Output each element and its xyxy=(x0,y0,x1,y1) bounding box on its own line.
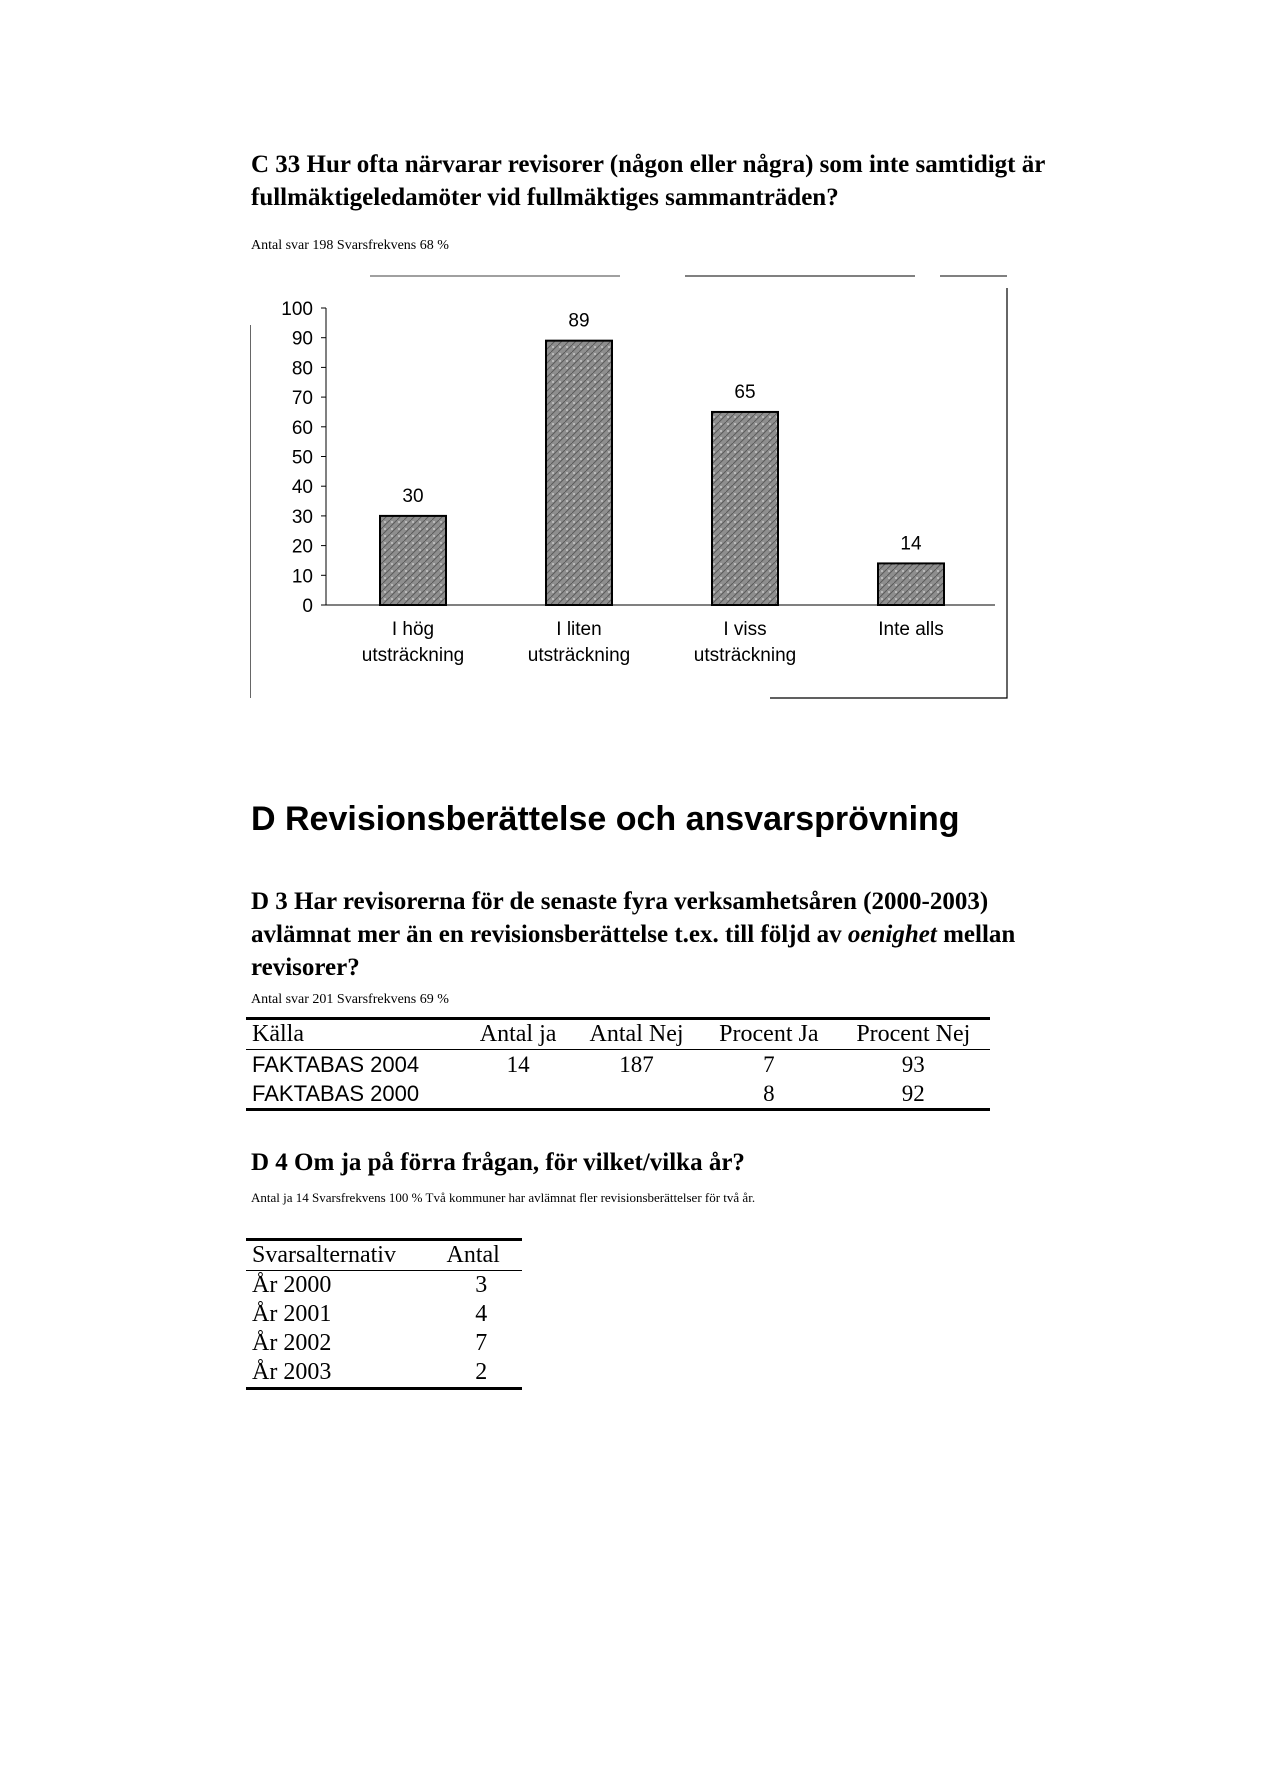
data-label: 14 xyxy=(900,533,922,555)
question-d3-meta: Antal svar 201 Svarsfrekvens 69 % xyxy=(251,992,449,1007)
table-cell: År 2003 xyxy=(252,1359,332,1385)
table-row xyxy=(246,1300,522,1329)
column-header-antal: Antal xyxy=(441,1240,522,1271)
x-category-label: Inte alls xyxy=(878,619,944,640)
table-header-row xyxy=(246,1240,522,1271)
table-row xyxy=(246,1079,990,1110)
bar xyxy=(878,563,944,605)
bar xyxy=(546,341,612,605)
y-tick-label: 80 xyxy=(291,358,313,380)
question-d3-line2-post: mellan xyxy=(936,921,1016,948)
question-d3-title-line3: revisorer? xyxy=(251,954,360,981)
y-tick-label: 20 xyxy=(291,536,313,558)
question-d4-title: D 4 Om ja på förra frågan, för vilket/vilka år? xyxy=(251,1149,745,1176)
column-header-antal-ja: Antal ja xyxy=(464,1019,572,1050)
table-cell: 7 xyxy=(475,1330,488,1356)
table-cell: 2 xyxy=(475,1359,488,1385)
d4-table xyxy=(246,1238,522,1390)
y-tick-label: 70 xyxy=(291,388,313,410)
bar xyxy=(380,516,446,605)
question-c33-title xyxy=(251,148,1045,214)
y-tick-label: 10 xyxy=(291,566,313,588)
column-header-svarsalternativ: Svarsalternativ xyxy=(246,1240,441,1271)
x-category-label: utsträckning xyxy=(693,645,797,666)
table-cell: 8 xyxy=(763,1081,775,1106)
y-tick-label: 100 xyxy=(281,299,313,320)
table-row xyxy=(246,1358,522,1389)
table-cell: FAKTABAS 2004 xyxy=(252,1052,420,1077)
table-cell: FAKTABAS 2000 xyxy=(252,1081,420,1106)
x-category-label: I liten xyxy=(556,619,602,640)
bar-chart xyxy=(250,268,1020,703)
table-cell xyxy=(572,1079,701,1110)
data-label: 65 xyxy=(734,381,756,403)
table-cell: 93 xyxy=(901,1052,925,1077)
data-label: 89 xyxy=(568,310,590,332)
column-header-antal-nej: Antal Nej xyxy=(572,1019,701,1050)
question-d3-title xyxy=(251,885,1015,984)
question-d3-title-line2 xyxy=(251,918,1015,951)
table-cell: 187 xyxy=(619,1052,654,1077)
table-cell: 4 xyxy=(475,1301,488,1327)
table-row xyxy=(246,1329,522,1358)
table-row xyxy=(246,1271,522,1301)
x-category-label: I hög xyxy=(391,619,435,640)
question-d3-line2-pre: avlämnat mer än en revisionsberättelse t.ex. till följd av xyxy=(251,921,848,948)
table-cell: 14 xyxy=(506,1052,530,1077)
x-category-label: utsträckning xyxy=(361,645,465,666)
table-cell: 7 xyxy=(763,1052,775,1077)
bar xyxy=(712,412,778,605)
x-axis-labels xyxy=(362,619,944,666)
table-row xyxy=(246,1050,990,1080)
table-cell xyxy=(464,1079,572,1110)
column-header-procent-ja: Procent Ja xyxy=(701,1019,837,1050)
column-header-procent-nej: Procent Nej xyxy=(837,1019,990,1050)
table-cell: 3 xyxy=(475,1272,488,1298)
data-label: 30 xyxy=(402,485,424,507)
question-d3-emphasis: oenighet xyxy=(847,921,937,948)
bar-series xyxy=(380,311,944,605)
y-tick-label: 0 xyxy=(302,596,313,617)
y-tick-label: 40 xyxy=(291,477,313,499)
table-cell: År 2002 xyxy=(252,1330,332,1356)
section-d-heading: D Revisionsberättelse och ansvarsprövning xyxy=(251,800,960,838)
x-category-label: I viss xyxy=(723,619,767,640)
y-tick-label: 50 xyxy=(291,447,313,469)
question-c33-title-line1: C 33 Hur ofta närvarar revisorer (någon eller några) som inte samtidigt är xyxy=(251,151,1046,178)
table-header-row xyxy=(246,1019,990,1050)
y-tick-label: 60 xyxy=(291,417,313,439)
x-category-label: utsträckning xyxy=(527,645,631,666)
question-d3-title-line1: D 3 Har revisorerna för de senaste fyra verksamhetsåren (2000-2003) xyxy=(251,888,989,915)
question-c33-title-line2: fullmäktigeledamöter vid fullmäktiges sammanträden? xyxy=(251,184,839,211)
table-cell: År 2001 xyxy=(252,1301,332,1327)
column-header-kalla: Källa xyxy=(246,1019,464,1050)
y-tick-label: 90 xyxy=(291,328,313,350)
table-cell: År 2000 xyxy=(252,1272,332,1298)
question-c33-meta: Antal svar 198 Svarsfrekvens 68 % xyxy=(251,238,449,253)
d3-table xyxy=(246,1017,990,1111)
table-cell: 92 xyxy=(901,1081,925,1106)
y-tick-label: 30 xyxy=(291,506,313,528)
question-d4-meta: Antal ja 14 Svarsfrekvens 100 % Två kommuner har avlämnat fler revisionsberättelser för två år. xyxy=(251,1190,756,1205)
